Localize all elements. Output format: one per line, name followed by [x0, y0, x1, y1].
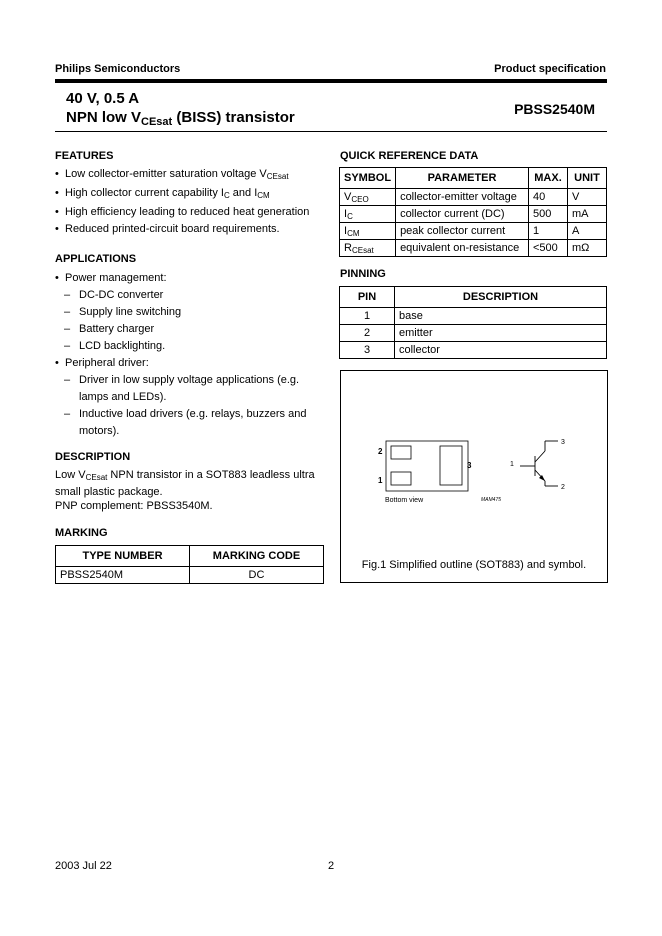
- table-row: [340, 240, 607, 257]
- cell-unit: V: [568, 189, 607, 206]
- col-symbol: SYMBOL: [340, 168, 396, 189]
- table-row: [340, 206, 607, 223]
- col-parameter: PARAMETER: [396, 168, 529, 189]
- description-text: Low $V_{CEsat}$ NPN transistor in a SOT883 leadless ultra small plastic package. PNP complement: PBSS3540M.: [55, 469, 315, 512]
- figure-caption: Fig.1 Simplified outline (SOT883) and symbol.: [361, 559, 587, 571]
- table-header-row: [56, 546, 324, 567]
- marking-heading: MARKING: [55, 527, 108, 539]
- symbol-base-label: 1: [510, 461, 514, 468]
- feature-item: • High efficiency leading to reduced heat generation: [55, 204, 325, 221]
- cell-max: <500: [529, 240, 568, 257]
- app-subitem: – Driver in low supply voltage applications (e.g. lamps and LEDs).: [55, 372, 325, 406]
- document-type: Product specification: [494, 63, 606, 75]
- pad-label-3: 3: [467, 461, 472, 470]
- cell-parameter: equivalent on-resistance: [396, 240, 529, 257]
- cell-parameter: collector-emitter voltage: [396, 189, 529, 206]
- cell-symbol: $I_{CM}$: [340, 223, 396, 240]
- cell-max: 1: [529, 223, 568, 240]
- pad-1: [391, 472, 411, 485]
- features-list: [55, 166, 325, 238]
- cell-pin: 3: [340, 342, 395, 359]
- table-header-row: [340, 287, 607, 308]
- pad-label-2: 2: [378, 447, 383, 456]
- app-subitem: – Supply line switching: [55, 304, 325, 321]
- table-row: [340, 223, 607, 240]
- package-outline: [386, 441, 468, 491]
- cell-symbol: $R_{CEsat}$: [340, 240, 396, 257]
- description-heading: DESCRIPTION: [55, 451, 131, 463]
- app-subitem: – LCD backlighting.: [55, 338, 325, 355]
- pinning-table: [339, 286, 607, 359]
- cell-unit: mΩ: [568, 240, 607, 257]
- applications-list: [55, 270, 325, 440]
- table-row: [340, 325, 607, 342]
- pinning-heading: PINNING: [340, 268, 386, 280]
- title-line-1: 40 V, 0.5 A: [66, 90, 140, 107]
- table-row: [340, 308, 607, 325]
- marking-table: [55, 545, 324, 584]
- symbol-collector-label: 3: [561, 439, 565, 446]
- feature-item: • Reduced printed-circuit board requirements.: [55, 221, 325, 238]
- title-line-2: NPN low $V_{CEsat}$ (BISS) transistor: [66, 109, 295, 128]
- cell-code: DC: [190, 567, 324, 584]
- feature-item: • High collector current capability $I_C$ and $I_{CM}$: [55, 185, 325, 204]
- sot883-outline-and-symbol: [340, 370, 606, 550]
- cell-parameter: collector current (DC): [396, 206, 529, 223]
- pad-label-1: 1: [378, 476, 383, 485]
- pad-2: [391, 446, 411, 459]
- feature-item: • Low collector-emitter saturation voltage $V_{CEsat}$: [55, 166, 325, 185]
- quick-reference-table: [339, 167, 607, 257]
- cell-description: base: [395, 308, 607, 325]
- cell-pin: 2: [340, 325, 395, 342]
- cell-max: 40: [529, 189, 568, 206]
- table-row: [56, 567, 324, 584]
- cell-symbol: $I_C$: [340, 206, 396, 223]
- bottom-view-label: Bottom view: [385, 497, 424, 504]
- col-unit: UNIT: [568, 168, 607, 189]
- col-marking-code: MARKING CODE: [190, 546, 324, 567]
- table-header-row: [340, 168, 607, 189]
- app-subitem: – Battery charger: [55, 321, 325, 338]
- cell-description: collector: [395, 342, 607, 359]
- col-type-number: TYPE NUMBER: [56, 546, 190, 567]
- app-item-peripheral: • Peripheral driver:: [55, 355, 325, 372]
- cell-type: PBSS2540M: [56, 567, 190, 584]
- npn-transistor-symbol: [520, 441, 558, 486]
- app-subitem: – Inductive load drivers (e.g. relays, buzzers and motors).: [55, 406, 325, 440]
- company-name: Philips Semiconductors: [55, 63, 181, 75]
- cell-unit: mA: [568, 206, 607, 223]
- cell-pin: 1: [340, 308, 395, 325]
- symbol-emitter-label: 2: [561, 484, 565, 491]
- cell-symbol: $V_{CEO}$: [340, 189, 396, 206]
- footer-date: 2003 Jul 22: [55, 860, 112, 872]
- col-description: DESCRIPTION: [395, 287, 607, 308]
- app-item-power: • Power management:: [55, 270, 325, 287]
- cell-parameter: peak collector current: [396, 223, 529, 240]
- cell-max: 500: [529, 206, 568, 223]
- table-row: [340, 189, 607, 206]
- features-heading: FEATURES: [55, 150, 114, 162]
- cell-unit: A: [568, 223, 607, 240]
- app-subitem: – DC-DC converter: [55, 287, 325, 304]
- part-number: PBSS2540M: [514, 101, 595, 117]
- cell-description: emitter: [395, 325, 607, 342]
- col-max: MAX.: [529, 168, 568, 189]
- table-row: [340, 342, 607, 359]
- qrd-heading: QUICK REFERENCE DATA: [340, 150, 479, 162]
- applications-heading: APPLICATIONS: [55, 253, 137, 265]
- col-pin: PIN: [340, 287, 395, 308]
- pad-3: [440, 446, 462, 485]
- page-number: 2: [328, 860, 335, 872]
- figure-code: MAM475: [481, 497, 502, 503]
